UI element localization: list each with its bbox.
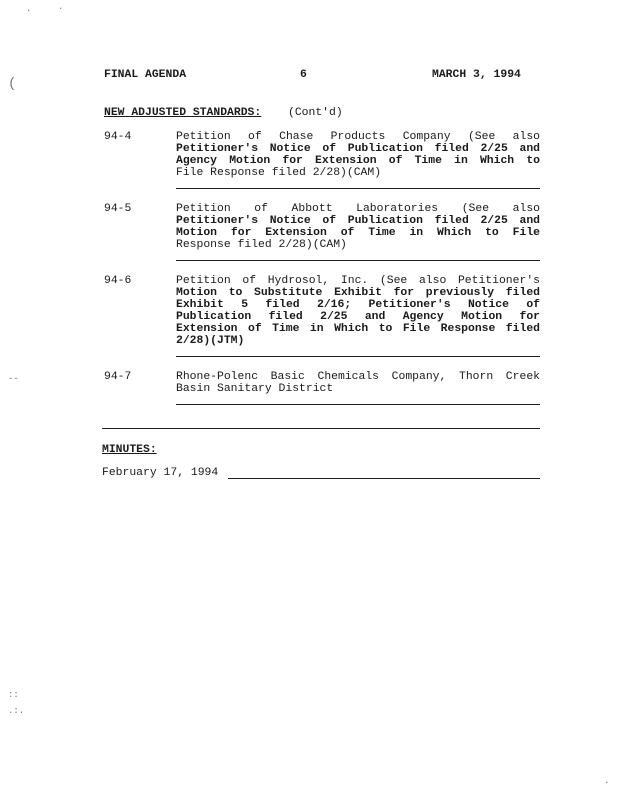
item-number: 94-6 (104, 275, 132, 287)
agenda-title: FINAL AGENDA (104, 69, 187, 81)
item-line: Exhibit 5 filed 2/16; Petitioner's Notice of (176, 299, 540, 311)
item-line: Petition of Chase Products Company (See also (176, 131, 540, 143)
item-line: Basin Sanitary District (176, 383, 334, 395)
scan-speck: · (58, 4, 64, 14)
scan-speck: · (26, 6, 32, 16)
item-line: Petition of Abbott Laboratories (See also (176, 203, 540, 215)
item-rule (176, 356, 540, 357)
agenda-date: MARCH 3, 1994 (432, 69, 521, 81)
section-continued: (Cont'd) (288, 107, 343, 119)
item-line: Motion for Extension of Time in Which to File (176, 227, 540, 239)
item-line: Petitioner's Notice of Publication filed 2/25 and (176, 215, 540, 227)
item-line: Petitioner's Notice of Publication filed 2/25 and (176, 143, 540, 155)
scan-mark: ( (8, 76, 17, 92)
item-line: 2/28)(JTM) (176, 335, 245, 347)
item-line: Motion to Substitute Exhibit for previously filed (176, 287, 540, 299)
item-description (176, 275, 540, 347)
item-line: Response filed 2/28)(CAM) (176, 239, 347, 251)
item-number: 94-4 (104, 131, 132, 143)
item-line: Extension of Time in Which to File Response filed (176, 323, 540, 335)
minutes-title: MINUTES: (102, 444, 157, 456)
item-number: 94-5 (104, 203, 132, 215)
scan-speck: :: (8, 690, 19, 700)
item-line: File Response filed 2/28)(CAM) (176, 167, 382, 179)
item-description (176, 371, 540, 395)
item-number: 94-7 (104, 371, 132, 383)
item-line: Petition of Hydrosol, Inc. (See also Petitioner's (176, 275, 540, 287)
section-divider (102, 428, 540, 429)
page-number: 6 (300, 69, 307, 81)
item-line: Publication filed 2/25 and Agency Motion for (176, 311, 540, 323)
section-title: NEW ADJUSTED STANDARDS: (104, 107, 262, 119)
scan-speck: .:. (8, 706, 25, 716)
item-line: Rhone-Polenc Basic Chemicals Company, Thorn Creek (176, 371, 540, 383)
item-rule (176, 404, 540, 405)
item-line: Agency Motion for Extension of Time in Which to (176, 155, 540, 167)
item-rule (176, 188, 540, 189)
item-description (176, 203, 540, 251)
item-description (176, 131, 540, 179)
scan-speck: -- (8, 374, 19, 384)
minutes-rule (228, 478, 540, 479)
scan-speck: · (604, 778, 610, 788)
minutes-entry: February 17, 1994 (102, 467, 219, 479)
item-rule (176, 260, 540, 261)
